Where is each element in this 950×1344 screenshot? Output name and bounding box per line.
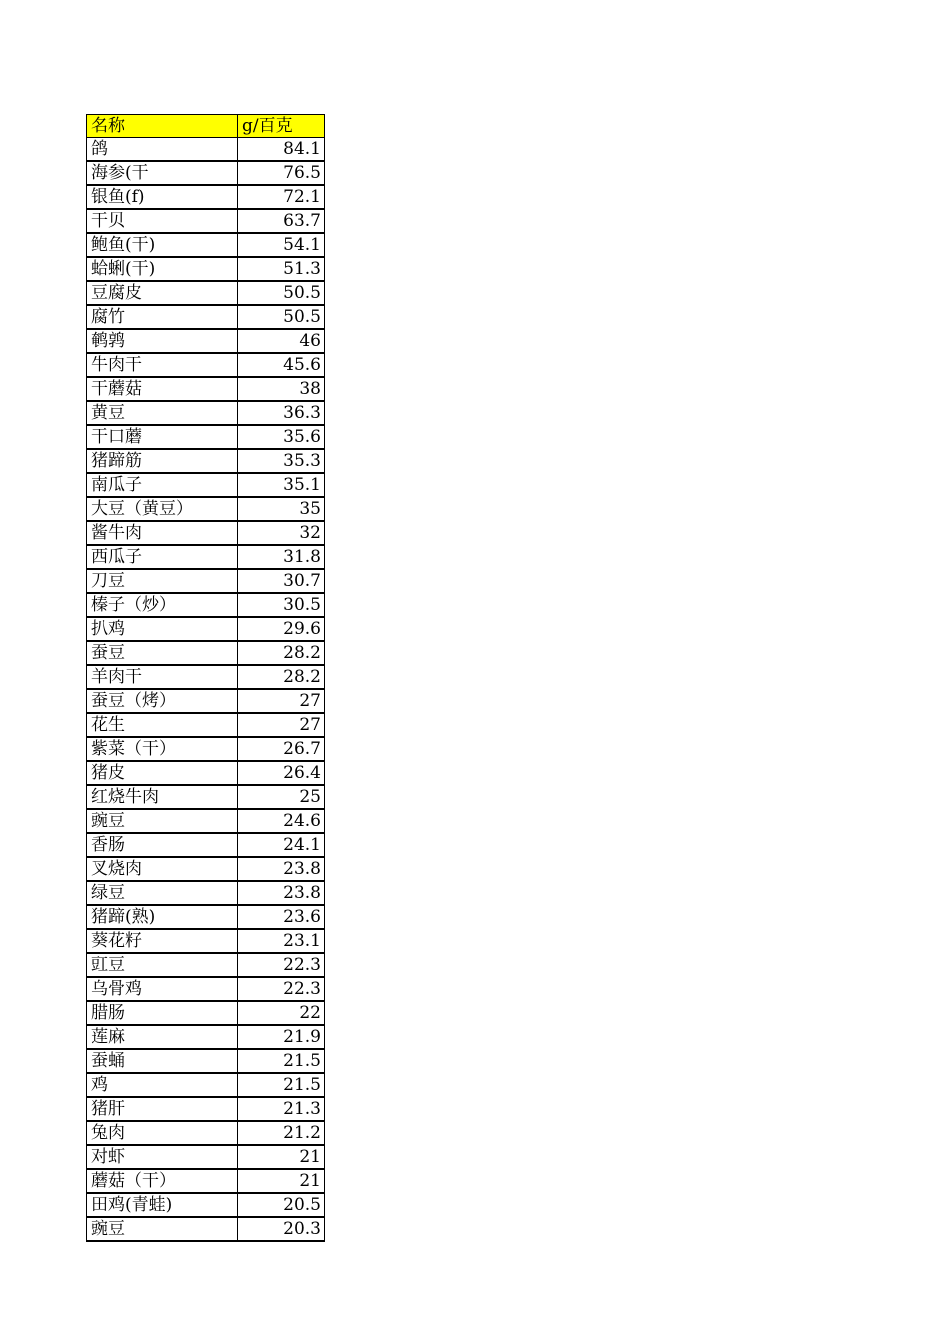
cell-food-name[interactable]: 鲍鱼(干): [87, 233, 238, 257]
table-row: [87, 1145, 325, 1169]
table-row: [87, 305, 325, 329]
cell-food-name[interactable]: 葵花籽: [87, 929, 238, 953]
table-row: [87, 1025, 325, 1049]
cell-food-name[interactable]: 蘑菇（干）: [87, 1169, 238, 1193]
table-row: [87, 281, 325, 305]
table-row: [87, 713, 325, 737]
cell-protein-value[interactable]: 84.1: [238, 138, 325, 162]
column-header-value[interactable]: g/百克: [238, 115, 325, 138]
cell-food-name[interactable]: 豌豆: [87, 809, 238, 833]
table-row: [87, 233, 325, 257]
table-row: [87, 449, 325, 473]
table-row: [87, 665, 325, 689]
cell-protein-value[interactable]: 26.7: [238, 737, 325, 761]
cell-food-name[interactable]: 干口蘑: [87, 425, 238, 449]
table-row: [87, 569, 325, 593]
cell-food-name[interactable]: 鹌鹑: [87, 329, 238, 353]
cell-food-name[interactable]: 腐竹: [87, 305, 238, 329]
cell-food-name[interactable]: 花生: [87, 713, 238, 737]
cell-food-name[interactable]: 酱牛肉: [87, 521, 238, 545]
table-row: [87, 1193, 325, 1217]
table-row: [87, 641, 325, 665]
table-row: [87, 521, 325, 545]
cell-protein-value[interactable]: 21.2: [238, 1121, 325, 1145]
table-row: [87, 1121, 325, 1145]
cell-protein-value[interactable]: 27: [238, 689, 325, 713]
table-row: [87, 161, 325, 185]
table-row: [87, 185, 325, 209]
cell-protein-value[interactable]: 21: [238, 1145, 325, 1169]
table-row: [87, 1097, 325, 1121]
cell-protein-value[interactable]: 50.5: [238, 305, 325, 329]
table-row: [87, 1001, 325, 1025]
cell-food-name[interactable]: 羊肉干: [87, 665, 238, 689]
cell-protein-value[interactable]: 30.7: [238, 569, 325, 593]
cell-food-name[interactable]: 牛肉干: [87, 353, 238, 377]
table-body: [87, 138, 325, 1242]
table-row: [87, 761, 325, 785]
table-row: [87, 881, 325, 905]
table-row: [87, 401, 325, 425]
protein-table: [86, 114, 325, 1242]
table-row: [87, 1217, 325, 1241]
cell-protein-value[interactable]: 25: [238, 785, 325, 809]
cell-food-name[interactable]: 西瓜子: [87, 545, 238, 569]
cell-food-name[interactable]: 绿豆: [87, 881, 238, 905]
cell-protein-value[interactable]: 22.3: [238, 953, 325, 977]
cell-protein-value[interactable]: 29.6: [238, 617, 325, 641]
cell-food-name[interactable]: 扒鸡: [87, 617, 238, 641]
table-row: [87, 329, 325, 353]
table-row: [87, 257, 325, 281]
cell-food-name[interactable]: 红烧牛肉: [87, 785, 238, 809]
cell-food-name[interactable]: 猪肝: [87, 1097, 238, 1121]
cell-protein-value[interactable]: 23.8: [238, 857, 325, 881]
cell-protein-value[interactable]: 35.6: [238, 425, 325, 449]
cell-protein-value[interactable]: 63.7: [238, 209, 325, 233]
cell-protein-value[interactable]: 21: [238, 1169, 325, 1193]
cell-protein-value[interactable]: 21.3: [238, 1097, 325, 1121]
cell-protein-value[interactable]: 72.1: [238, 185, 325, 209]
cell-protein-value[interactable]: 20.5: [238, 1193, 325, 1217]
cell-food-name[interactable]: 鸡: [87, 1073, 238, 1097]
table-row: [87, 1169, 325, 1193]
table-row: [87, 425, 325, 449]
cell-protein-value[interactable]: 76.5: [238, 161, 325, 185]
cell-protein-value[interactable]: 35.3: [238, 449, 325, 473]
cell-food-name[interactable]: 猪蹄筋: [87, 449, 238, 473]
cell-food-name[interactable]: 榛子（炒）: [87, 593, 238, 617]
column-header-name[interactable]: 名称: [87, 115, 238, 138]
cell-protein-value[interactable]: 24.6: [238, 809, 325, 833]
table-row: [87, 593, 325, 617]
cell-protein-value[interactable]: 28.2: [238, 665, 325, 689]
table-row: [87, 545, 325, 569]
cell-food-name[interactable]: 叉烧肉: [87, 857, 238, 881]
cell-food-name[interactable]: 猪皮: [87, 761, 238, 785]
cell-food-name[interactable]: 豌豆: [87, 1217, 238, 1241]
table-row: [87, 138, 325, 162]
cell-protein-value[interactable]: 46: [238, 329, 325, 353]
cell-protein-value[interactable]: 31.8: [238, 545, 325, 569]
cell-food-name[interactable]: 蚕蛹: [87, 1049, 238, 1073]
table-row: [87, 689, 325, 713]
table-row: [87, 377, 325, 401]
cell-food-name[interactable]: 莲麻: [87, 1025, 238, 1049]
cell-protein-value[interactable]: 36.3: [238, 401, 325, 425]
cell-protein-value[interactable]: 35.1: [238, 473, 325, 497]
cell-food-name[interactable]: 刀豆: [87, 569, 238, 593]
cell-food-name[interactable]: 南瓜子: [87, 473, 238, 497]
table-row: [87, 1073, 325, 1097]
table-row: [87, 473, 325, 497]
cell-food-name[interactable]: 海参(干: [87, 161, 238, 185]
cell-food-name[interactable]: 鸽: [87, 138, 238, 162]
table-row: [87, 905, 325, 929]
cell-protein-value[interactable]: 23.6: [238, 905, 325, 929]
cell-protein-value[interactable]: 21.5: [238, 1049, 325, 1073]
cell-food-name[interactable]: 干贝: [87, 209, 238, 233]
table-row: [87, 929, 325, 953]
cell-protein-value[interactable]: 27: [238, 713, 325, 737]
cell-food-name[interactable]: 蚕豆（烤）: [87, 689, 238, 713]
cell-food-name[interactable]: 猪蹄(熟): [87, 905, 238, 929]
cell-protein-value[interactable]: 22.3: [238, 977, 325, 1001]
cell-protein-value[interactable]: 54.1: [238, 233, 325, 257]
cell-food-name[interactable]: 对虾: [87, 1145, 238, 1169]
table-row: [87, 353, 325, 377]
cell-food-name[interactable]: 乌骨鸡: [87, 977, 238, 1001]
cell-food-name[interactable]: 大豆（黄豆）: [87, 497, 238, 521]
cell-protein-value[interactable]: 20.3: [238, 1217, 325, 1241]
table-row: [87, 737, 325, 761]
cell-protein-value[interactable]: 32: [238, 521, 325, 545]
table-row: [87, 833, 325, 857]
table-row: [87, 953, 325, 977]
table-row: [87, 857, 325, 881]
cell-food-name[interactable]: 黄豆: [87, 401, 238, 425]
cell-food-name[interactable]: 香肠: [87, 833, 238, 857]
cell-food-name[interactable]: 豇豆: [87, 953, 238, 977]
cell-protein-value[interactable]: 30.5: [238, 593, 325, 617]
cell-protein-value[interactable]: 22: [238, 1001, 325, 1025]
cell-food-name[interactable]: 干蘑菇: [87, 377, 238, 401]
cell-food-name[interactable]: 田鸡(青蛙): [87, 1193, 238, 1217]
cell-protein-value[interactable]: 21.9: [238, 1025, 325, 1049]
cell-protein-value[interactable]: 35: [238, 497, 325, 521]
cell-food-name[interactable]: 豆腐皮: [87, 281, 238, 305]
table-row: [87, 785, 325, 809]
cell-protein-value[interactable]: 24.1: [238, 833, 325, 857]
cell-protein-value[interactable]: 28.2: [238, 641, 325, 665]
cell-protein-value[interactable]: 38: [238, 377, 325, 401]
cell-food-name[interactable]: 蛤蜊(干): [87, 257, 238, 281]
table-header-row: [87, 115, 325, 138]
table-row: [87, 617, 325, 641]
cell-food-name[interactable]: 蚕豆: [87, 641, 238, 665]
cell-food-name[interactable]: 兔肉: [87, 1121, 238, 1145]
cell-protein-value[interactable]: 21.5: [238, 1073, 325, 1097]
table-row: [87, 977, 325, 1001]
cell-protein-value[interactable]: 45.6: [238, 353, 325, 377]
table-row: [87, 1049, 325, 1073]
cell-protein-value[interactable]: 51.3: [238, 257, 325, 281]
table-row: [87, 209, 325, 233]
table-row: [87, 809, 325, 833]
cell-protein-value[interactable]: 50.5: [238, 281, 325, 305]
cell-protein-value[interactable]: 23.1: [238, 929, 325, 953]
cell-food-name[interactable]: 紫菜（干）: [87, 737, 238, 761]
cell-food-name[interactable]: 腊肠: [87, 1001, 238, 1025]
cell-protein-value[interactable]: 26.4: [238, 761, 325, 785]
table-row: [87, 497, 325, 521]
cell-food-name[interactable]: 银鱼(f): [87, 185, 238, 209]
cell-protein-value[interactable]: 23.8: [238, 881, 325, 905]
